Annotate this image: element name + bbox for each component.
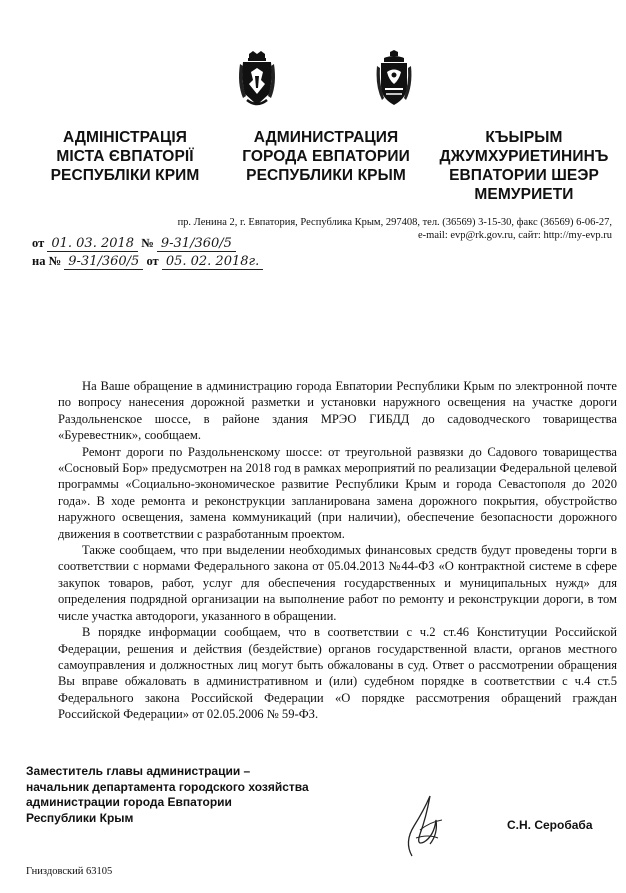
header-crimean-tatar [424,128,624,204]
crimea-coat-of-arms-icon [374,50,414,108]
incoming-reference [32,254,263,270]
reply-date: 05. 02. 2018г. [162,255,263,270]
reply-label: на № [32,254,62,268]
signer-name: С.Н. Серобаба [507,818,593,832]
reply-number: 9-31/360/5 [64,255,143,270]
handwritten-signature [390,790,470,860]
signer-title-line: Республики Крым [26,810,134,825]
header-russian-line: РЕСПУБЛИКИ КРЫМ [246,167,406,184]
yevpatoria-coat-of-arms-icon [237,50,277,108]
header-russian-line: АДМИНИСТРАЦИЯ [253,129,399,146]
header-ukrainian-line: МІСТА ЄВПАТОРІЇ [56,148,194,165]
body-paragraph: В порядке информации сообщаем, что в соответствии с ч.2 ст.46 Конституции Российской Федерации, решения и действия (бездействие) органов государственной власти, органов местного самоуправления и должностных лиц могут быть обжалованы в суд. Ответ о рассмотрении обращения Вы вправе обжаловать в административном и (или) судебном порядке в соответствии с ч.4 ст.5 Федерального закона Российской Федерации «О порядке рассмотрения обращений граждан Российской Федерации» от 02.05.2006 № 59-ФЗ. [58,625,617,722]
letter-body [58,378,617,723]
address-line-contacts: e-mail: evp@rk.gov.ru, сайт: http://my-evp.ru [418,230,612,241]
body-paragraph: Также сообщаем, что при выделении необходимых финансовых средств будут проведены торги в соответствии с нормами Федерального закона от 05.04.2013 №44-ФЗ «О контрактной системе в сфере закупок товаров, работ, услуг для обеспечения государственных и муниципальных нужд» для определения подрядной организации на выполнение работ по ремонту и реконструкции дороги, в том числе участка автодороги, указанного в обращении. [58,543,617,623]
header-russian-line: ГОРОДА ЕВПАТОРИИ [242,148,410,165]
header-crimean-tatar-line: ЕВПАТОРИИ ШЕЭР [449,167,599,184]
signer-title-line: Заместитель главы администрации – [26,764,251,778]
reply-from-label: от [146,254,159,268]
signer-title [26,764,346,826]
header-ukrainian [30,128,220,185]
outgoing-number: 9-31/360/5 [157,237,236,252]
header-ukrainian-line: АДМІНІСТРАЦІЯ [62,129,188,146]
signer-title-line: начальник департамента городского хозяйства [26,779,309,794]
executor-note: Гниздовский 63105 [26,866,113,877]
from-label: от [32,236,45,250]
header-russian [226,128,426,185]
outgoing-registration [32,236,236,252]
header-crimean-tatar-line: КЪЫРЫМ [485,129,563,146]
header-ukrainian-line: РЕСПУБЛІКИ КРИМ [50,167,200,184]
header-crimean-tatar-line: ДЖУМХУРИЕТИНИНЪ [439,148,609,165]
body-paragraph: На Ваше обращение в администрацию города Евпатории Республики Крым по электронной почте по вопросу нанесения дорожной разметки и установки наружного освещения на участке дороги Раздольненское шоссе, в районе здания МРЭО ГИБДД до садоводческого товарищества «Буревестник», сообщаем. [58,379,617,443]
outgoing-date: 01. 03. 2018 [47,237,138,252]
header-crimean-tatar-line: МЕМУРИЕТИ [474,186,574,203]
body-paragraph: Ремонт дороги по Раздольненскому шоссе: от треугольной развязки до Садового товарищества «Сосновый Бор» предусмотрен на 2018 год в рамках мероприятий по реализации Федеральной целевой программы «Социально-экономическое развитие Республики Крым и города Севастополя до 2020 года». В ходе ремонта и реконструкции запланирована замена дорожного покрытия, обустройство наружного освещения, замена коммуникаций (при наличии), обеспечение безопасности дорожного движения в соответствии с разработанным проектом. [58,444,617,541]
address-line: пр. Ленина 2, г. Евпатория, Республика Крым, 297408, тел. (36569) 3-15-30, факс (36569) 6-06-27, [177,217,612,228]
number-label: № [141,236,154,250]
signer-title-line: администрации города Евпатории [26,795,232,809]
